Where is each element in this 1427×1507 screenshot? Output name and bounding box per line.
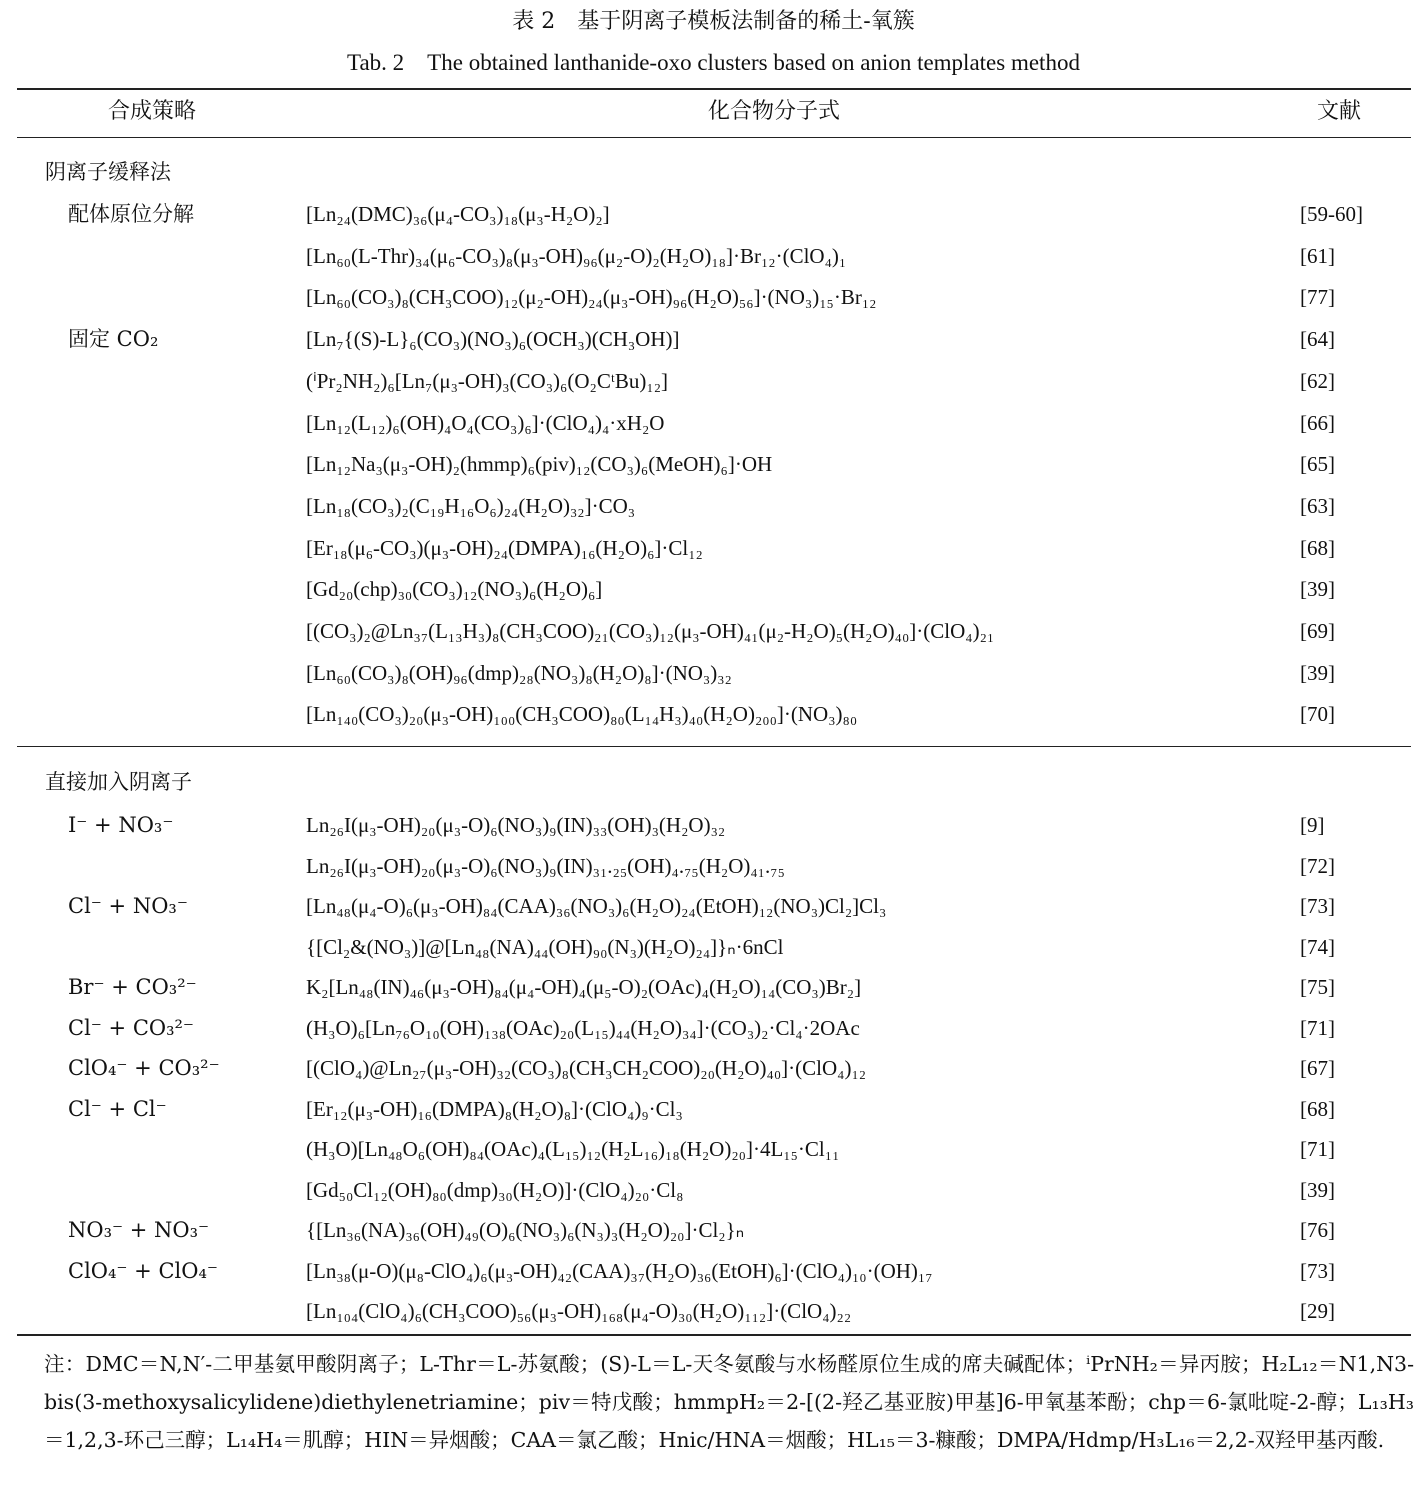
reference-cell: [61] — [1300, 243, 1335, 268]
formula-cell: [(CO₃)₂@Ln₃₇(L₁₃H₃)₈(CH₃COO)₂₁(CO₃)₁₂(μ₃-OH)₄₁(μ₂-H₂O)₅(H₂O)₄₀]·(ClO₄)₂₁ — [306, 619, 995, 643]
table-row — [0, 364, 1427, 402]
header-strategy: 合成策略 — [108, 99, 197, 124]
table-row — [0, 697, 1427, 735]
strategy-cell: NO₃⁻ + NO₃⁻ — [68, 1218, 210, 1242]
reference-cell: [71] — [1300, 1015, 1335, 1040]
reference-cell: [68] — [1300, 535, 1335, 560]
table-note: 注：DMC＝N,N′-二甲基氨甲酸阴离子；L-Thr＝L-苏氨酸；(S)-L＝L-天冬氨酸与水杨醛原位生成的席夫碱配体；ⁱPrNH₂＝异丙胺；H₂L₁₂＝N1,N3-bis(3-methoxysalicylidene)diethylenetriamine；piv＝特戊酸；hmmpH₂＝2-[(2-羟乙基亚胺)甲基]6-甲氧基苯酚；chp＝6-氯吡啶-2-醇；L₁₃H₃＝1,2,3-环己三醇；L₁₄H₄＝肌醇；HIN＝异烟酸；CAA＝氯乙酸；Hnic/HNA＝烟酸；HL₁₅＝3-糠酸；DMPA/Hdmp/H₃L₁₆＝2,2-双羟甲基丙酸. — [44, 1352, 1414, 1452]
reference-cell: [67] — [1300, 1056, 1335, 1080]
reference-cell: [63] — [1300, 493, 1335, 518]
strategy-cell: 配体原位分解 — [68, 202, 194, 226]
formula-cell: [Gd₅₀Cl₁₂(OH)₈₀(dmp)₃₀(H₂O)]·(ClO₄)₂₀·Cl₈ — [306, 1177, 684, 1202]
reference-cell: [29] — [1300, 1299, 1335, 1323]
reference-cell: [77] — [1300, 285, 1335, 310]
reference-cell: [76] — [1300, 1218, 1335, 1242]
table-row — [0, 531, 1427, 569]
reference-cell: [70] — [1300, 702, 1335, 727]
table-row — [0, 889, 1427, 927]
formula-cell: [Ln₆₀(CO₃)₈(CH₃COO)₁₂(μ₂-OH)₂₄(μ₃-OH)₉₆(H₂O)₅₆]·(NO₃)₁₅·Br₁₂ — [306, 285, 877, 310]
table-row — [0, 1092, 1427, 1130]
table-row — [0, 1294, 1427, 1332]
header-rule — [17, 137, 1411, 138]
formula-cell: [Er₁₂(μ₃-OH)₁₆(DMPA)₈(H₂O)₈]·(ClO₄)₉·Cl₃ — [306, 1096, 683, 1121]
table-title-cn: 表 2 基于阴离子模板法制备的稀土-氧簇 — [512, 9, 915, 34]
strategy-cell: Cl⁻ + Cl⁻ — [68, 1096, 167, 1121]
reference-cell: [71] — [1300, 1137, 1335, 1161]
table-row — [0, 930, 1427, 968]
table-row — [0, 1254, 1427, 1292]
formula-cell: {[Cl₂&(NO₃)]@[Ln₄₈(NA)₄₄(OH)₉₀(N₃)(H₂O)₂₄]}ₙ·6nCl — [306, 934, 784, 959]
strategy-cell: 固定 CO₂ — [68, 327, 159, 352]
table-row — [0, 322, 1427, 360]
formula-cell: {[Ln₃₆(NA)₃₆(OH)₄₉(O)₆(NO₃)₆(N₃)₃(H₂O)₂₀]·Cl₂}ₙ — [306, 1218, 745, 1242]
formula-cell: Ln₂₆I(μ₃-OH)₂₀(μ₃-O)₆(NO₃)₉(IN)₃₃(OH)₃(H₂O)₃₂ — [306, 813, 726, 837]
table-row — [0, 614, 1427, 652]
formula-cell: [Ln₆₀(L-Thr)₃₄(μ₆-CO₃)₈(μ₃-OH)₉₆(μ₂-O)₂(H₂O)₁₈]·Br₁₂·(ClO₄)₁ — [306, 243, 847, 268]
table-row — [0, 489, 1427, 527]
formula-cell: [Ln₁₂(L₁₂)₆(OH)₄O₄(CO₃)₆]·(ClO₄)₄·xH₂O — [306, 410, 665, 435]
formula-cell: [Ln₄₈(μ₄-O)₆(μ₃-OH)₈₄(CAA)₃₆(NO₃)₆(H₂O)₂₄(EtOH)₁₂(NO₃)Cl₂]Cl₃ — [306, 894, 887, 918]
reference-cell: [73] — [1300, 894, 1335, 918]
table-row — [0, 808, 1427, 846]
formula-cell: (ⁱPr₂NH₂)₆[Ln₇(μ₃-OH)₃(CO₃)₆(O₂CᵗBu)₁₂] — [306, 368, 669, 393]
strategy-cell: I⁻ + NO₃⁻ — [68, 813, 174, 837]
formula-cell: (H₃O)[Ln₄₈O₆(OH)₈₄(OAc)₄(L₁₅)₁₂(H₂L₁₆)₁₈(H₂O)₂₀]·4L₁₅·Cl₁₁ — [306, 1137, 840, 1161]
table-row — [0, 1213, 1427, 1251]
formula-cell: K₂[Ln₄₈(IN)₄₆(μ₃-OH)₈₄(μ₄-OH)₄(μ₅-O)₂(OAc)₄(H₂O)₁₄(CO₃)Br₂] — [306, 975, 862, 999]
reference-cell: [73] — [1300, 1258, 1335, 1283]
reference-cell: [69] — [1300, 619, 1335, 643]
reference-cell: [66] — [1300, 410, 1335, 435]
header-formula: 化合物分子式 — [708, 99, 841, 124]
table-row — [0, 656, 1427, 694]
formula-cell: [Ln₁₀₄(ClO₄)₆(CH₃COO)₅₆(μ₃-OH)₁₆₈(μ₄-O)₃₀(H₂O)₁₁₂]·(ClO₄)₂₂ — [306, 1299, 852, 1323]
strategy-cell: Br⁻ + CO₃²⁻ — [68, 975, 197, 999]
table-row — [0, 447, 1427, 485]
formula-cell: [(ClO₄)@Ln₂₇(μ₃-OH)₃₂(CO₃)₈(CH₃CH₂COO)₂₀(H₂O)₄₀]·(ClO₄)₁₂ — [306, 1056, 867, 1080]
top-rule — [17, 88, 1411, 90]
formula-cell: [Ln₆₀(CO₃)₈(OH)₉₆(dmp)₂₈(NO₃)₈(H₂O)₈]·(NO₃)₃₂ — [306, 660, 732, 685]
strategy-cell: ClO₄⁻ + ClO₄⁻ — [68, 1258, 218, 1283]
reference-cell: [9] — [1300, 813, 1325, 837]
reference-cell: [68] — [1300, 1096, 1335, 1121]
table-row — [0, 572, 1427, 610]
table-row — [0, 280, 1427, 318]
table-row — [0, 197, 1427, 235]
formula-cell: (H₃O)₆[Ln₇₆O₁₀(OH)₁₃₈(OAc)₂₀(L₁₅)₄₄(H₂O)₃₄]·(CO₃)₂·Cl₄·2OAc — [306, 1015, 860, 1040]
header-reference: 文献 — [1317, 99, 1362, 124]
section-title: 直接加入阴离子 — [45, 770, 192, 794]
table-title-en: Tab. 2 The obtained lanthanide-oxo clusters based on anion templates method — [347, 50, 1080, 75]
bottom-rule — [17, 1334, 1411, 1336]
reference-cell: [65] — [1300, 452, 1335, 477]
formula-cell: [Ln₂₄(DMC)₃₆(μ₄-CO₃)₁₈(μ₃-H₂O)₂] — [306, 202, 610, 226]
strategy-cell: ClO₄⁻ + CO₃²⁻ — [68, 1056, 220, 1080]
reference-cell: [39] — [1300, 660, 1335, 685]
formula-cell: [Ln₁₂Na₃(μ₃-OH)₂(hmmp)₆(piv)₁₂(CO₃)₆(MeOH)₆]·OH — [306, 452, 773, 477]
strategy-cell: Cl⁻ + NO₃⁻ — [68, 894, 188, 918]
reference-cell: [39] — [1300, 1177, 1335, 1202]
table-row — [0, 1173, 1427, 1211]
section-title: 阴离子缓释法 — [45, 160, 171, 184]
table-row — [0, 1132, 1427, 1170]
table-row — [0, 849, 1427, 887]
table-row — [0, 239, 1427, 277]
table-row — [0, 406, 1427, 444]
reference-cell: [59-60] — [1300, 202, 1363, 226]
table-row — [0, 970, 1427, 1008]
table-row — [0, 1011, 1427, 1049]
reference-cell: [74] — [1300, 934, 1335, 959]
formula-cell: [Gd₂₀(chp)₃₀(CO₃)₁₂(NO₃)₆(H₂O)₆] — [306, 577, 603, 602]
formula-cell: [Ln₁₄₀(CO₃)₂₀(μ₃-OH)₁₀₀(CH₃COO)₈₀(L₁₄H₃)₄₀(H₂O)₂₀₀]·(NO₃)₈₀ — [306, 702, 858, 727]
strategy-cell: Cl⁻ + CO₃²⁻ — [68, 1015, 195, 1040]
table-row — [0, 1051, 1427, 1089]
formula-cell: [Ln₇{(S)-L}₆(CO₃)(NO₃)₆(OCH₃)(CH₃OH)] — [306, 327, 680, 352]
formula-cell: [Ln₃₈(μ-O)(μ₈-ClO₄)₆(μ₃-OH)₄₂(CAA)₃₇(H₂O)₃₆(EtOH)₆]·(ClO₄)₁₀·(OH)₁₇ — [306, 1258, 933, 1283]
reference-cell: [64] — [1300, 327, 1335, 352]
reference-cell: [75] — [1300, 975, 1335, 999]
reference-cell: [39] — [1300, 577, 1335, 602]
formula-cell: [Ln₁₈(CO₃)₂(C₁₉H₁₆O₆)₂₄(H₂O)₃₂]·CO₃ — [306, 493, 636, 518]
reference-cell: [62] — [1300, 368, 1335, 393]
formula-cell: [Er₁₈(μ₆-CO₃)(μ₃-OH)₂₄(DMPA)₁₆(H₂O)₆]·Cl₁₂ — [306, 535, 703, 560]
section-divider-rule — [17, 746, 1411, 747]
formula-cell: Ln₂₆I(μ₃-OH)₂₀(μ₃-O)₆(NO₃)₉(IN)₃₁.₂₅(OH)₄.₇₅(H₂O)₄₁.₇₅ — [306, 853, 785, 878]
reference-cell: [72] — [1300, 853, 1335, 878]
